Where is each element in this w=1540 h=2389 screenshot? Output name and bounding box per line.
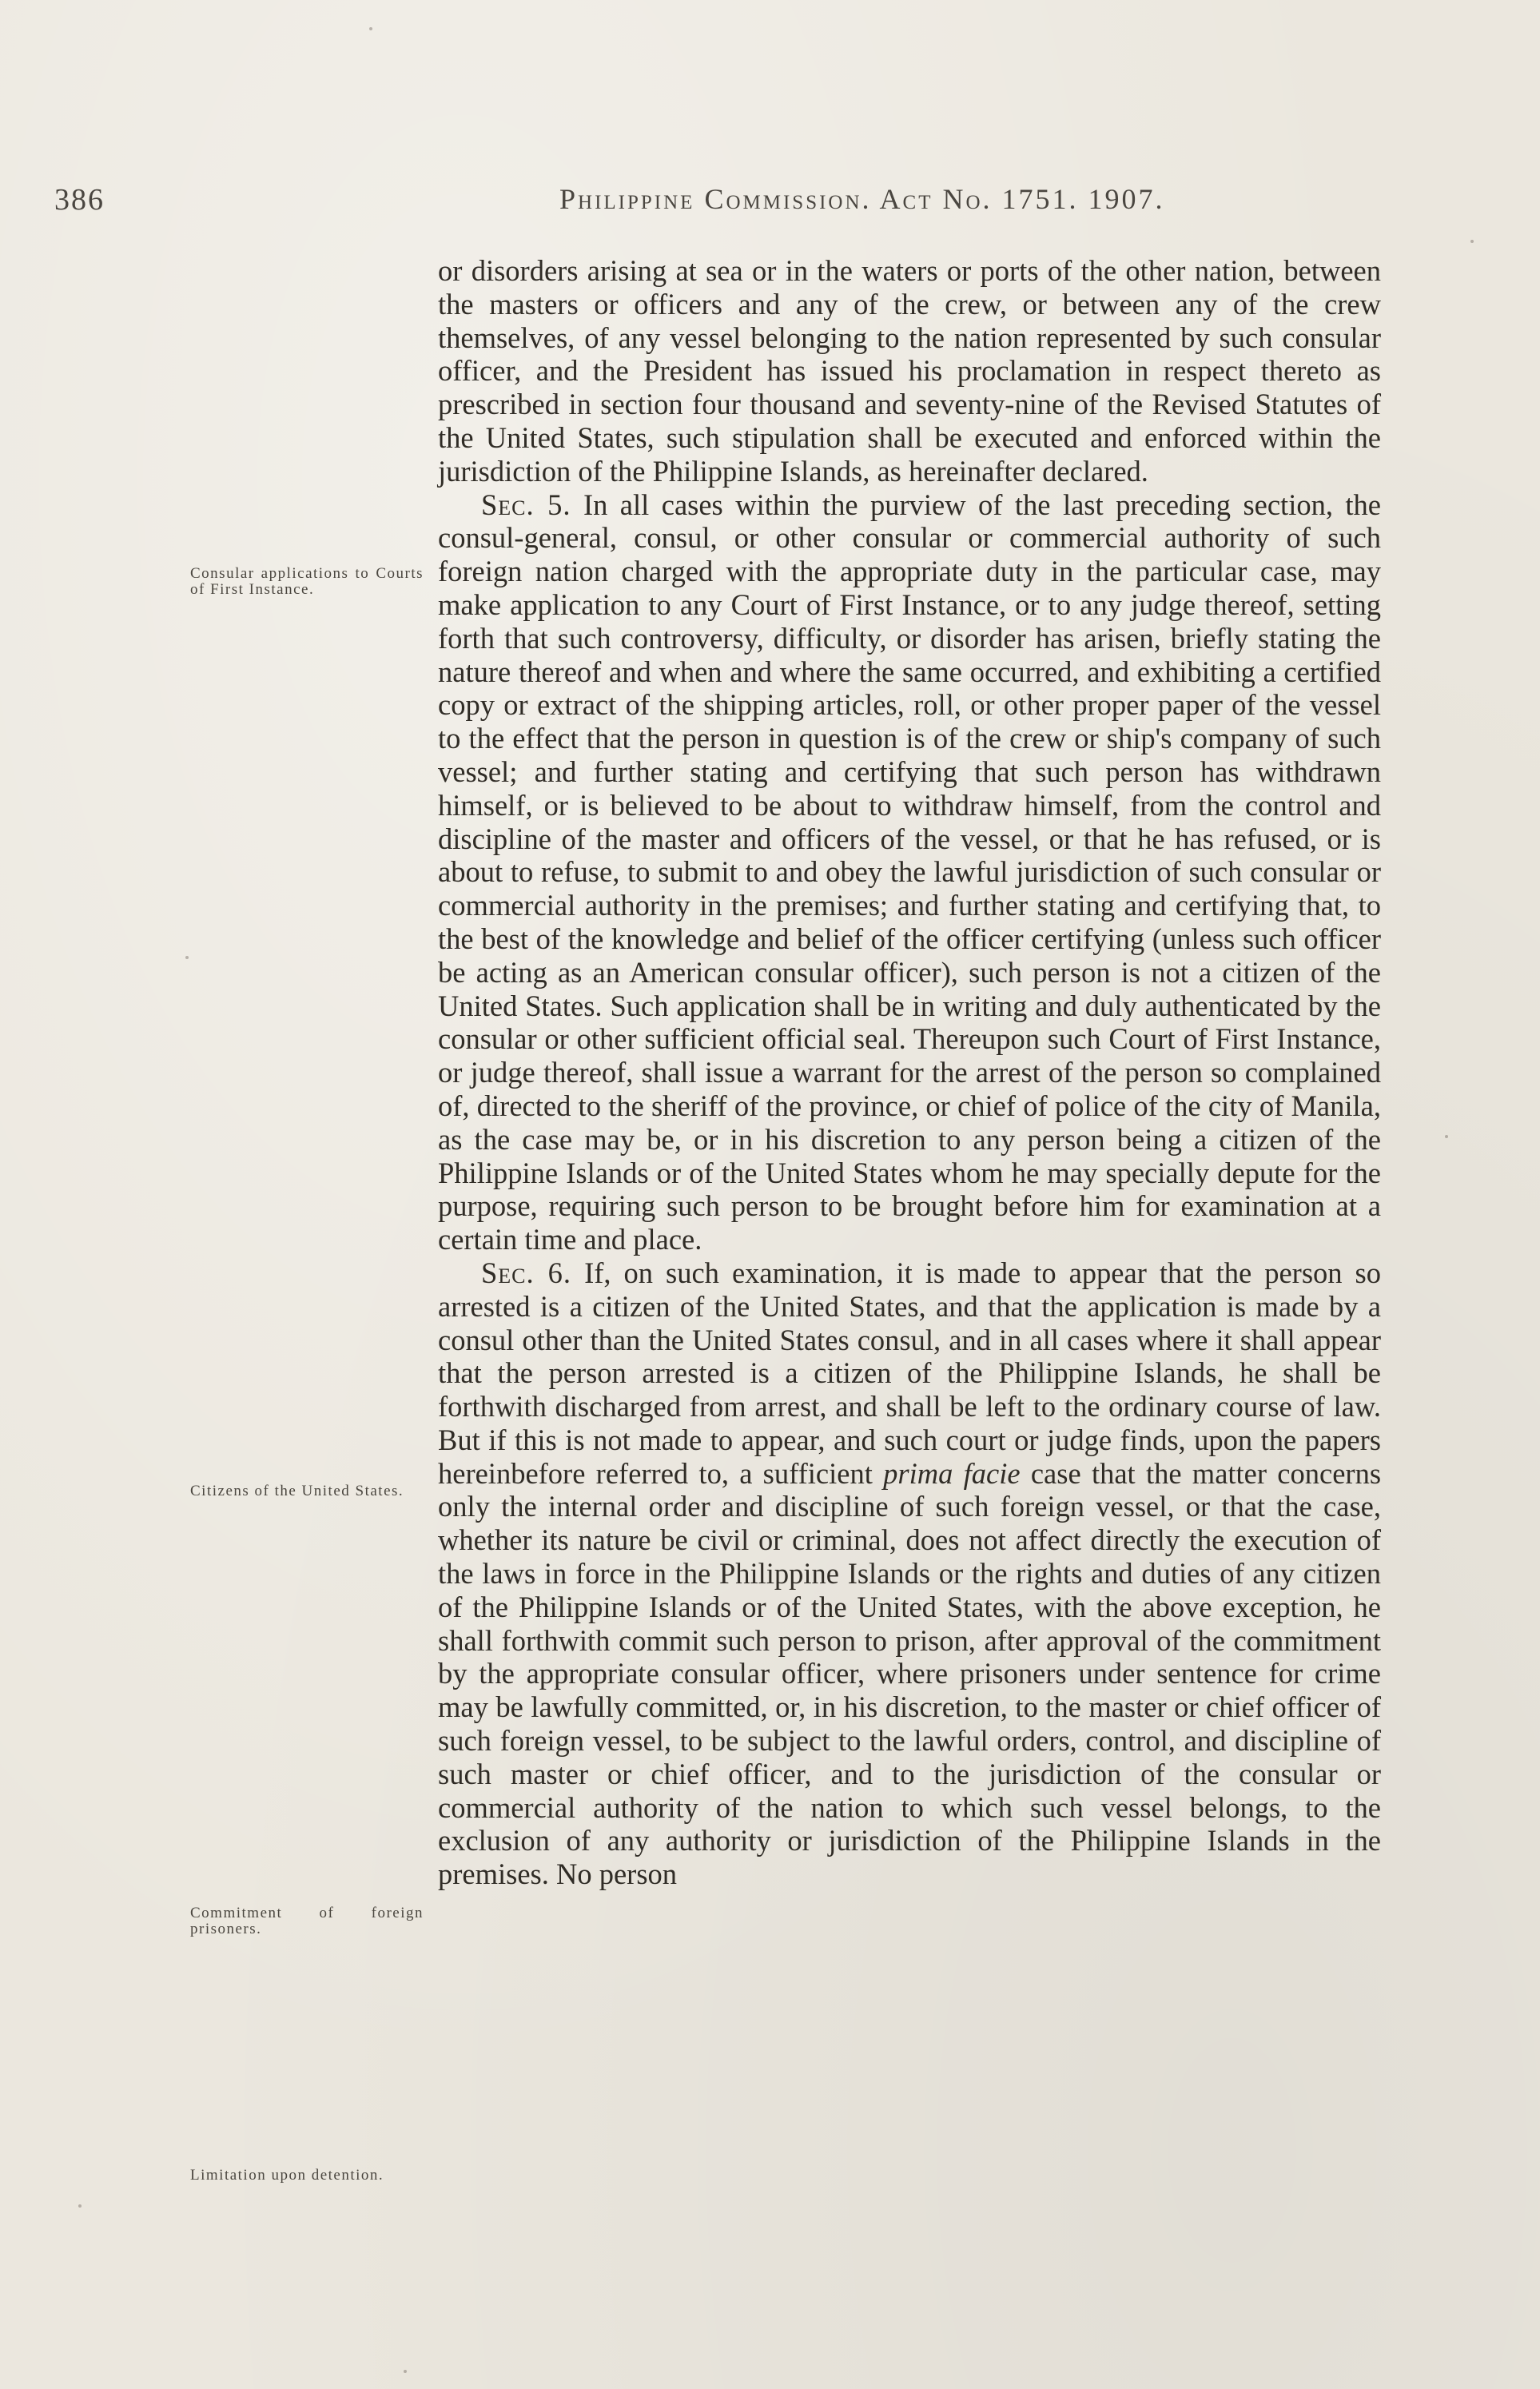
paragraph-continued — [438, 254, 1381, 488]
body-text — [438, 254, 1381, 1891]
paper-speck — [1445, 1135, 1448, 1138]
paper-speck — [185, 956, 189, 959]
paragraph-text: In all cases within the purview of the last preceding section, the consul-general, consul, or other consular or commercial authority of such foreign nation charged with the appropriate duty in the particular case, may make application to any Court of First Instance, or to any judge thereof, setting forth that such controversy, difficulty, or disorder has arisen, briefly stating the nature thereof and when and where the same occurred, and exhibiting a certified copy or extract of the shipping articles, roll, or other proper paper of the vessel to the effect that the person in question is of the crew or ship's company of such vessel; and further stating and certifying that such person has withdrawn himself, or is believed to be about to withdraw himself, from the control and discipline of the master and officers of the vessel, or that he has refused, or is about to refuse, to submit to and obey the lawful jurisdiction of such consular or commercial authority in the premises; and further stating and certifying that, to the best of the knowledge and belief of the officer certifying (unless such officer be acting as an American consular officer), such person is not a citizen of the United States. Such application shall be in writing and duly authenticated by the consular or other sufficient official seal. Thereupon such Court of First Instance, or judge thereof, shall issue a warrant for the arrest of the person so complained of, directed to the sheriff of the province, or chief of police of the city of Manila, as the case may be, or in his discretion to any person being a citizen of the Philippine Islands or of the United States whom he may specially depute for the purpose, requiring such person to be brought before him for examination at a certain time and place. — [438, 488, 1382, 1256]
paper-speck — [369, 27, 372, 30]
margin-note-limitation: Limitation upon detention. — [190, 2167, 384, 2184]
margin-note-commitment: Commitment of foreign prisoners. — [190, 1905, 424, 1937]
paper-speck — [1470, 240, 1474, 243]
margin-note-citizens: Citizens of the United States. — [190, 1483, 404, 1499]
paper-speck — [78, 2204, 82, 2208]
section-label: Sec. 5. — [481, 488, 571, 521]
paper-speck — [404, 2370, 407, 2373]
paragraph-section-5 — [438, 488, 1381, 1256]
margin-note-consular-applications: Consular applications to Courts of First Instance. — [190, 565, 424, 598]
paragraph-text: If, on such examination, it is made to appear that the person so arrested is a citizen of the United States, and that the application is made by a consul other than the United States consul, and in all cases where it shall appear that the person arrested is a citizen of the Philippine Islands, he shall be forthwith discharged from arrest, and shall be left to the ordinary course of law. But if this is not made to appear, and such court or judge finds, upon the papers hereinbefore referred to, a sufficient — [438, 1256, 1381, 1490]
paragraph-section-6 — [438, 1256, 1381, 1891]
paragraph-text: or disorders arising at sea or in the waters or ports of the other nation, between the masters or officers and any of the crew, or between any of the crew themselves, of any vessel belonging to the nation represented by such consular officer, and the President has issued his proclamation in respect thereto as prescribed in section four thousand and seventy-nine of the Revised Statutes of the United States, such stipulation shall be executed and enforced within the jurisdiction of the Philippine Islands, as hereinafter declared. — [438, 254, 1381, 488]
section-label: Sec. 6. — [481, 1256, 572, 1289]
italic-term: prima facie — [883, 1456, 1021, 1490]
running-head: Philippine Commission. Act No. 1751. 1907. — [559, 183, 1165, 215]
paragraph-text: case that the matter concerns only the internal order and discipline of such foreign vessel, or that the case, whether its nature be civil or criminal, does not affect directly the execution of the laws in force in the Philippine Islands or the rights and duties of any citizen of the Philippine Islands or of the United States, with the above exception, he shall forthwith commit such person to prison, after approval of the commitment by the appropriate consular officer, where prisoners under sentence for crime may be lawfully committed, or, in his discretion, to the master or chief officer of such foreign vessel, to be subject to the lawful orders, control, and discipline of such master or chief officer, and to the jurisdiction of the consular or commercial authority of the nation to which such vessel belongs, to the exclusion of any authority or jurisdiction of the Philippine Islands in the premises. No person — [438, 1456, 1382, 1891]
page-number: 386 — [54, 183, 105, 217]
